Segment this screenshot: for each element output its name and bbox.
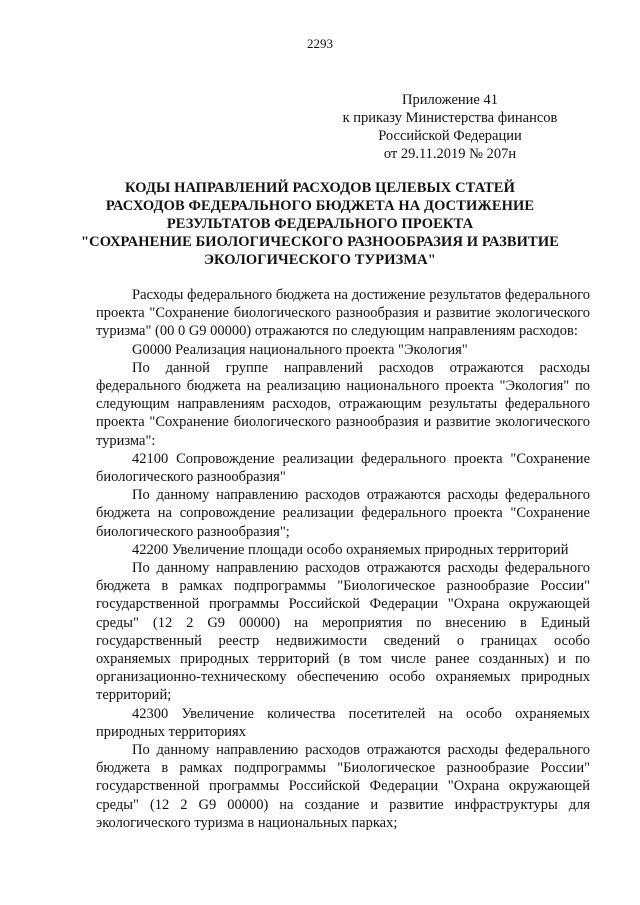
code-heading-42100: 42100 Сопровождение реализации федерального проекта "Сохранение биологического разнообразия" bbox=[96, 450, 590, 486]
title-line: "СОХРАНЕНИЕ БИОЛОГИЧЕСКОГО РАЗНООБРАЗИЯ И РАЗВИТИЕ bbox=[81, 234, 559, 250]
appendix-line: от 29.11.2019 № 207н bbox=[383, 146, 517, 162]
appendix-line: Приложение 41 bbox=[402, 92, 498, 108]
document-body bbox=[96, 286, 590, 832]
appendix-line: Российской Федерации bbox=[378, 128, 522, 144]
code-heading-42300: 42300 Увеличение количества посетителей на особо охраняемых природных территориях bbox=[96, 705, 590, 740]
title-line: РЕЗУЛЬТАТОВ ФЕДЕРАЛЬНОГО ПРОЕКТА bbox=[166, 216, 474, 232]
paragraph-42100-description: По данному направлению расходов отражаются расходы федерального бюджета на сопровождение реализации федерального проекта "Сохранение биологического разнообразия"; bbox=[96, 487, 590, 540]
appendix-header bbox=[330, 91, 570, 163]
title-line: РАСХОДОВ ФЕДЕРАЛЬНОГО БЮДЖЕТА НА ДОСТИЖЕНИЕ bbox=[105, 198, 535, 214]
paragraph-42300-description: По данному направлению расходов отражаются расходы федерального бюджета в рамках подпрограммы "Биологическое разнообразие России" государственной программы Российской Федерации "Охрана окружающей среды" (12 2 G9 00000) на создание и развитие инфраструктуры для экологического туризма в национальных парках; bbox=[96, 742, 590, 831]
paragraph-g0000-description: По данной группе направлений расходов отражаются расходы федерального бюджета на реализацию национального проекта "Экология" по следующим направлениям расходов, отражающим результаты федерального проекта "Сохранение биологического разнообразия и развитие экологического туризма": bbox=[96, 359, 590, 449]
title-line: КОДЫ НАПРАВЛЕНИЙ РАСХОДОВ ЦЕЛЕВЫХ СТАТЕЙ bbox=[125, 180, 515, 196]
title-line: ЭКОЛОГИЧЕСКОГО ТУРИЗМА" bbox=[204, 252, 436, 268]
paragraph-42200-description: По данному направлению расходов отражаются расходы федерального бюджета в рамках подпрограммы "Биологическое разнообразие России" государственной программы Российской Федерации "Охрана окружающей среды" (12 2 G9 00000) на мероприятия по внесению в Единый государственный реестр недвижимости сведений о границах особо охраняемых природных территорий (в том числе ранее созданных) и по организационно-техническому обеспечению особо охраняемых природных территорий; bbox=[96, 560, 590, 704]
code-heading-42200: 42200 Увеличение площади особо охраняемых природных территорий bbox=[132, 541, 569, 558]
page-number: 2293 bbox=[307, 36, 333, 51]
appendix-line: к приказу Министерства финансов bbox=[342, 110, 558, 126]
code-heading-g0000: G0000 Реализация национального проекта "Экология" bbox=[132, 341, 468, 358]
document-title bbox=[70, 179, 570, 269]
paragraph-intro: Расходы федерального бюджета на достижение результатов федерального проекта "Сохранение биологического разнообразия и развитие экологического туризма" (00 0 G9 00000) отражаются по следующим направлениям расходов: bbox=[96, 287, 590, 340]
